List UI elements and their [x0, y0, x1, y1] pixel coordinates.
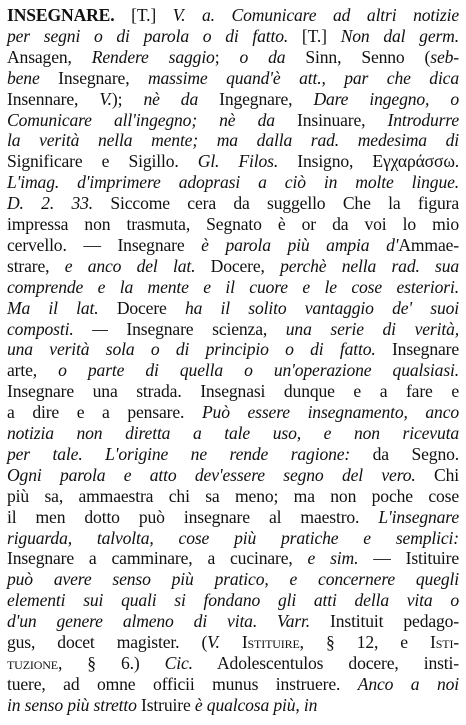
text-segment: arte, — [7, 360, 59, 381]
text-segment: gus, docet magister. ( — [7, 632, 208, 652]
text-segment: in senso più stretto — [7, 694, 137, 715]
text-line — [7, 568, 459, 590]
text-segment: Ansagen, — [7, 46, 92, 67]
text-line — [7, 694, 459, 716]
text-segment: nè da — [143, 88, 199, 109]
text-segment: Insegnare scienza, — [107, 318, 286, 339]
text-segment: tuzione — [7, 652, 58, 673]
text-line — [7, 46, 459, 68]
text-segment: , § 6.) — [57, 652, 165, 673]
text-segment: Può essere insegnamento, anco — [201, 402, 460, 423]
text-segment: Chi — [415, 464, 460, 485]
text-line — [7, 255, 459, 277]
text-segment: tuere, ad omne officii munus instruere. — [7, 673, 358, 694]
text-line — [7, 129, 459, 151]
text-segment: Isti- — [430, 632, 459, 652]
text-line — [7, 589, 459, 611]
text-segment: ); — [111, 88, 144, 109]
text-segment: Insennare, — [7, 88, 100, 109]
text-segment: Ma il lat. — [7, 297, 99, 318]
text-segment: bene — [7, 67, 40, 88]
text-segment: Docere — [98, 297, 185, 318]
text-segment: V. — [207, 632, 220, 652]
headword: INSEGNARE. — [7, 5, 115, 25]
text-segment: Varr. — [257, 611, 311, 632]
text-line — [7, 213, 459, 235]
text-line — [7, 150, 459, 172]
text-segment: Adolescentulos docere, insti- — [192, 652, 459, 673]
text-segment: a dire e a pensare. — [7, 402, 202, 423]
text-line — [7, 234, 459, 256]
text-segment: è parola più ampia d' — [201, 234, 399, 255]
text-segment: e anco del lat. — [64, 255, 196, 276]
text-segment: Comunicare all'ingegno; nè da — [7, 109, 275, 130]
text-line — [7, 88, 459, 110]
text-segment: Docere, — [195, 255, 281, 276]
text-segment: Ogni parola e atto dev'essere segno del vero. — [7, 464, 416, 485]
text-segment: Dare ingegno, o — [313, 88, 459, 109]
text-segment: Ammae- — [398, 234, 459, 255]
text-segment: composti. — — [7, 318, 108, 339]
text-line — [7, 547, 459, 569]
text-line — [7, 338, 459, 360]
text-line — [7, 297, 459, 319]
text-segment: Sinn, Senno ( — [285, 46, 431, 67]
text-line — [7, 192, 459, 214]
text-segment: Insegnare a camminare, a cucinare, — [7, 548, 308, 569]
text-segment: perchè nella rad. sua — [280, 255, 460, 276]
text-segment: Istruire — [136, 694, 195, 715]
text-line — [7, 506, 459, 528]
text-segment: Insigno, Εγχαράσσω. — [278, 151, 459, 172]
text-segment: seb- — [430, 46, 459, 67]
text-segment: [T.] — [114, 5, 173, 25]
text-segment: V. a. Comunicare ad altri notizie — [172, 5, 459, 25]
text-line — [7, 318, 459, 340]
text-segment: Insegnare, — [39, 67, 148, 88]
text-segment: ; — [214, 46, 240, 67]
text-segment: è qualcosa più, in — [194, 694, 318, 715]
text-segment: elementi sui quali si fondano gli atti della vita o — [7, 590, 459, 611]
text-segment: impressa non trasmuta, Segnato è or da voi lo mio — [7, 214, 459, 234]
text-segment: strare, — [7, 255, 65, 276]
text-segment: comprende e la mente e il cuore e le cose esteriori. — [7, 276, 459, 297]
text-line — [7, 359, 459, 381]
text-segment: Cic. — [164, 652, 193, 673]
text-segment: Insegnare — [375, 339, 459, 360]
text-line — [7, 527, 459, 549]
text-segment: o da — [239, 46, 286, 67]
text-line — [7, 485, 459, 507]
text-segment: il men dotto può insegnare al maestro. — [7, 506, 379, 527]
text-line — [7, 276, 459, 298]
text-segment: massime quand'è att., par che dica — [147, 67, 459, 88]
text-segment: da Segno. — [350, 443, 459, 464]
text-segment: D. 2. 33. — [7, 193, 93, 214]
text-segment: V. — [99, 88, 112, 109]
text-segment: Insegnare una strada. Insegnasi dunque e a fare e — [7, 381, 459, 402]
text-segment: più sa, ammaestra chi sa meno; ma non poche cose — [7, 485, 459, 506]
text-segment: una serie di verità, — [285, 318, 459, 339]
text-line — [7, 631, 459, 653]
text-segment: per segni o di parola o di fatto. — [7, 25, 289, 46]
text-segment: , § 12, e — [299, 632, 431, 652]
text-segment: riguarda, talvolta, cose più pratiche e semplici: — [7, 527, 459, 548]
text-segment: Non dal germ. — [340, 25, 459, 46]
text-line — [7, 652, 459, 674]
text-segment: Significare e Sigillo. — [7, 151, 198, 172]
text-segment: d'un genere almeno di vita. — [7, 611, 258, 632]
text-segment: Instituit pedago- — [310, 611, 459, 632]
text-segment: per tale. L'origine ne rende ragione: — [7, 443, 351, 464]
text-segment: [T.] — [288, 25, 341, 46]
text-segment: Gl. Filos. — [197, 151, 279, 172]
text-segment: notizia non diretta a tale uso, e non ricevuta — [7, 423, 459, 443]
text-segment: L'insegnare — [378, 506, 459, 527]
text-line — [7, 673, 459, 695]
text-line — [7, 171, 459, 193]
text-line — [7, 109, 459, 131]
text-segment: Ingegnare, — [198, 88, 314, 109]
text-line — [7, 380, 459, 402]
text-segment: L'imag. d'imprimere adoprasi a ciò in molte lingue. — [7, 172, 459, 193]
text-line — [7, 67, 459, 89]
text-segment: una verità sola o di principio o di fatto. — [7, 339, 376, 360]
text-segment: Anco a noi — [357, 673, 459, 694]
text-segment: e sim. — [307, 548, 359, 569]
text-line — [7, 25, 459, 47]
text-segment: Insinuare, — [274, 109, 388, 130]
text-line — [7, 422, 459, 444]
text-segment: cervello. — Insegnare — [7, 234, 202, 255]
text-segment: la verità nella mente; ma dalla rad. medesima di — [7, 130, 459, 151]
text-line — [7, 464, 459, 486]
text-segment: può avere senso più pratico, e concernere quegli — [7, 569, 459, 590]
text-segment: Rendere saggio — [91, 46, 215, 67]
text-line — [7, 401, 459, 423]
text-segment: Siccome cera da suggello Che la figura — [93, 193, 459, 214]
text-segment: — Istituire — [358, 548, 459, 569]
dictionary-page — [7, 4, 459, 722]
text-segment: o parte di quella o un'operazione qualsiasi. — [58, 360, 460, 381]
text-line — [7, 610, 459, 632]
text-segment: Istituire — [219, 632, 300, 652]
text-segment: Introdurre — [387, 109, 460, 130]
text-line — [7, 4, 459, 26]
text-segment: ha il solito vantaggio de' suoi — [184, 297, 459, 318]
text-line — [7, 443, 459, 465]
